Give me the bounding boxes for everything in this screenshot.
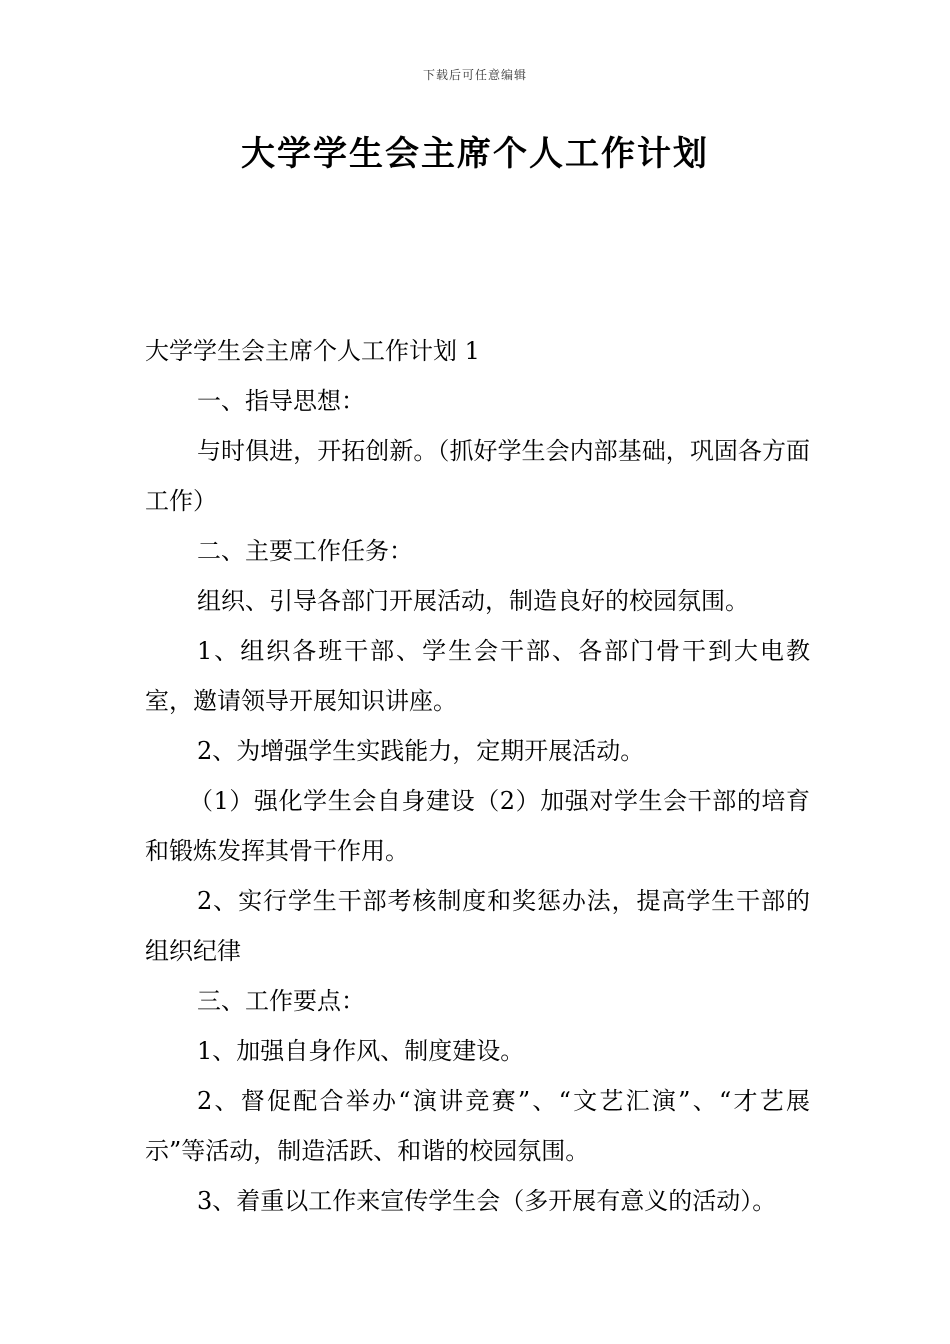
paragraph-point-2: 2、督促配合举办“演讲竞赛”、“文艺汇演”、“才艺展示”等活动，制造活跃、和谐的校园氛围。: [145, 1087, 810, 1165]
paragraph-task-2: 2、为增强学生实践能力，定期开展活动。: [197, 737, 645, 765]
paragraph-guiding-ideology: 与时俱进，开拓创新。（抓好学生会内部基础，巩固各方面工作）: [145, 437, 810, 515]
section-heading-main-tasks: 二、主要工作任务：: [197, 537, 413, 565]
section-heading-plan-1: 大学学生会主席个人工作计划 1: [145, 337, 480, 365]
paragraph-task-2-subitems: （1）强化学生会自身建设（2）加强对学生会干部的培育和锻炼发挥其骨干作用。: [145, 787, 810, 865]
paragraph-point-3: 3、着重以工作来宣传学生会（多开展有意义的活动）。: [197, 1187, 777, 1215]
document-title: 大学学生会主席个人工作计划: [241, 134, 709, 174]
paragraph-task-1: 1、组织各班干部、学生会干部、各部门骨干到大电教室，邀请领导开展知识讲座。: [145, 637, 810, 715]
paragraph-main-tasks-intro: 组织、引导各部门开展活动，制造良好的校园氛围。: [197, 587, 749, 615]
header-note: 下载后可任意编辑: [422, 68, 527, 82]
paragraph-task-assessment: 2、实行学生干部考核制度和奖惩办法，提高学生干部的组织纪律: [145, 887, 810, 965]
section-heading-work-points: 三、工作要点：: [197, 987, 365, 1015]
section-heading-guiding-ideology: 一、指导思想：: [197, 387, 365, 415]
paragraph-point-1: 1、加强自身作风、制度建设。: [197, 1037, 525, 1065]
document-body: [145, 326, 810, 1226]
